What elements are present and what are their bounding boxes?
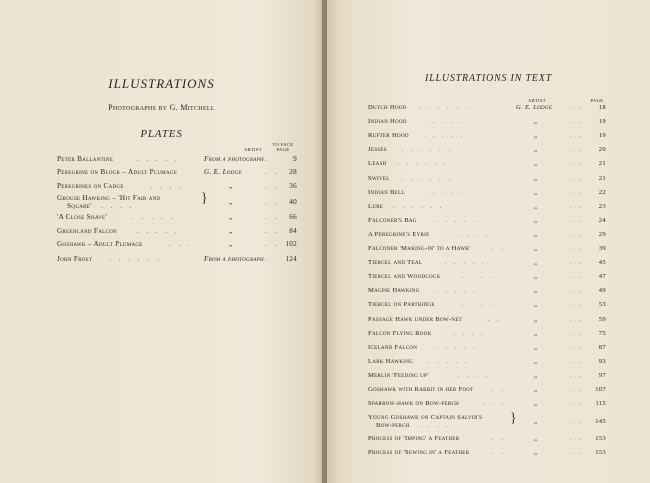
- illustration-page: 19: [598, 118, 606, 126]
- text-illustration-entry: [368, 271, 606, 283]
- plate-title: Goshawk – Adult Plumage: [57, 240, 143, 248]
- plate-page: 66: [289, 213, 297, 221]
- leader-dots: . .: [570, 160, 584, 168]
- leader-dots: . . . . .: [132, 213, 176, 221]
- illustration-artist: „: [534, 118, 538, 126]
- leader-dots: . .: [492, 245, 506, 252]
- illustration-artist: „: [534, 245, 538, 252]
- illustration-artist: „: [534, 146, 538, 154]
- leader-dots: . .: [570, 230, 584, 238]
- illustration-page: 20: [598, 146, 606, 154]
- leader-dots: . .: [265, 198, 280, 206]
- illustration-page: 24: [598, 216, 606, 224]
- illustration-page: 97: [598, 371, 606, 379]
- photographs-credit: Photographs by G. Mitchell: [108, 103, 215, 112]
- plate-artist: G. E. Lodge: [204, 168, 242, 176]
- illustration-title: Tiercel and Woodcock: [368, 273, 441, 281]
- leader-dots: . .: [570, 273, 584, 281]
- plate-entry: [57, 180, 297, 192]
- leader-dots: . . . .: [457, 230, 491, 238]
- text-illustration-entry: [368, 215, 606, 227]
- leader-dots: . .: [570, 287, 584, 295]
- plate-page: 84: [289, 227, 297, 235]
- leader-dots: . . . . .: [423, 118, 466, 126]
- illustration-artist: „: [534, 230, 538, 238]
- plates-page-header-1: TO FACE: [272, 142, 294, 147]
- illustration-artist: „: [534, 160, 538, 168]
- text-illustration-entry: [368, 102, 606, 114]
- leader-dots: . . . . .: [444, 259, 487, 267]
- leader-dots: . . . . . .: [419, 104, 471, 111]
- leader-dots: . . . . . .: [397, 160, 449, 168]
- leader-dots: . .: [570, 371, 584, 379]
- illustration-page: 49: [598, 287, 606, 295]
- leader-dots: . . . .: [453, 329, 486, 337]
- leader-dots: . .: [265, 182, 280, 190]
- illustration-artist: G. E. Lodge: [516, 104, 553, 111]
- illustration-title-continued: Bow-perch: [376, 422, 410, 430]
- text-illustration-entry: [368, 173, 606, 185]
- text-illustration-entry: [368, 433, 606, 445]
- illustration-artist: „: [534, 174, 538, 182]
- illustration-title: Sparrow-hawk on Bow-perch: [368, 400, 460, 408]
- leader-dots: . .: [570, 386, 584, 393]
- illustration-title: Leash: [368, 160, 387, 168]
- illustration-artist: „: [534, 386, 538, 393]
- text-illustration-entry: [368, 144, 606, 156]
- leader-dots: . .: [570, 418, 584, 426]
- text-illustration-entry: [368, 201, 606, 213]
- illustration-page: 23: [598, 202, 606, 210]
- leader-dots: . .: [570, 357, 584, 365]
- leader-dots: . .: [570, 104, 584, 111]
- illustration-title: Tiercel on Partridge: [368, 301, 435, 309]
- leader-dots: . . . .: [457, 371, 491, 379]
- plate-title-continued: Square': [67, 202, 92, 210]
- illustration-title: Falconer's Bag: [368, 216, 417, 224]
- illustration-page: 153: [595, 435, 606, 443]
- plates-artist-header: ARTIST: [244, 147, 262, 152]
- leader-dots: .: [265, 155, 270, 163]
- illustration-title: Goshawk with Rabbit in her Foot: [368, 386, 474, 393]
- plate-entry: [57, 153, 297, 165]
- leader-dots: . .: [570, 216, 584, 224]
- leader-dots: . . . .: [418, 422, 451, 430]
- illustration-title: Swivel: [368, 174, 390, 182]
- illustration-artist: „: [534, 273, 538, 281]
- text-illustration-entry: [368, 384, 606, 396]
- illustration-title: Jesses: [368, 146, 387, 154]
- plate-entry: [57, 211, 297, 223]
- text-illustration-entry: [368, 356, 606, 368]
- illustration-title: Merlin 'Feeding up': [368, 371, 429, 379]
- illustration-title: Rufter Hood: [368, 132, 409, 140]
- illustration-artist: „: [534, 315, 538, 323]
- text-illustration-entry: [368, 243, 606, 255]
- leader-dots: . .: [570, 245, 584, 252]
- illustration-page: 21: [598, 160, 606, 168]
- illustration-artist: „: [534, 216, 538, 224]
- text-illustration-entry: [368, 342, 606, 354]
- illustration-artist: „: [534, 202, 538, 210]
- leader-dots: . . .: [168, 240, 193, 248]
- illustration-title: Indian Bell: [368, 188, 405, 196]
- brace-mark: }: [510, 411, 518, 427]
- leader-dots: .: [265, 255, 270, 263]
- illustration-artist: „: [534, 357, 538, 365]
- leader-dots: . .: [570, 301, 584, 309]
- leader-dots: . . . . .: [136, 227, 180, 235]
- leader-dots: . . . .: [101, 202, 135, 210]
- illustration-artist: „: [534, 188, 538, 196]
- illustration-page: 153: [595, 449, 606, 457]
- plate-page: 102: [285, 240, 297, 248]
- text-illustration-entry: [368, 285, 606, 297]
- plate-artist: From a photograph: [204, 155, 264, 163]
- leader-dots: . . . .: [462, 301, 495, 309]
- plate-artist: „: [229, 213, 234, 221]
- text-illustration-entry: [368, 130, 606, 142]
- leader-dots: . .: [492, 386, 506, 393]
- leader-dots: . .: [487, 315, 502, 323]
- illustration-artist: „: [534, 132, 538, 140]
- illustration-artist: „: [534, 400, 538, 408]
- leader-dots: . .: [570, 329, 584, 337]
- leader-dots: . .: [570, 400, 584, 408]
- text-illustration-entry: [368, 411, 606, 430]
- illustration-title: A Peregrine's Eyrie: [368, 230, 430, 238]
- illustration-artist: „: [534, 343, 538, 351]
- illustrations-title: ILLUSTRATIONS: [108, 76, 215, 91]
- text-illustration-entry: [368, 187, 606, 199]
- illustration-title: Dutch Hood: [368, 104, 407, 111]
- illustration-page: 39: [598, 245, 606, 252]
- plate-page: 9: [293, 155, 297, 163]
- plate-title: 'A Close Shave': [57, 213, 108, 221]
- illustration-title: Tiercel and Teal: [368, 259, 423, 267]
- leader-dots: . . . . .: [423, 188, 466, 196]
- illustration-artist: „: [534, 418, 538, 426]
- illustration-title: Falcon Flying Rook: [368, 329, 432, 337]
- text-illustration-entry: [368, 370, 606, 382]
- leader-dots: . . . . .: [436, 287, 479, 295]
- illustration-title: Young Goshawk on Captain Salvin's: [368, 414, 483, 422]
- leader-dots: . . .: [483, 400, 507, 408]
- text-illustration-entry: [368, 314, 606, 326]
- illustration-page: 47: [598, 273, 606, 281]
- illustration-artist: „: [534, 301, 538, 309]
- leader-dots: . .: [570, 315, 584, 323]
- text-artist-header: ARTIST: [528, 98, 546, 103]
- plate-entry: [57, 253, 297, 265]
- illustration-page: 75: [598, 329, 606, 337]
- text-illustration-entry: [368, 398, 606, 410]
- text-illustration-entry: [368, 229, 606, 241]
- text-illustration-entry: [368, 299, 606, 311]
- text-illustration-entry: [368, 447, 606, 459]
- leader-dots: . .: [570, 118, 584, 126]
- plate-title: Peregrines on Cadge: [57, 182, 124, 190]
- illustration-artist: „: [534, 371, 538, 379]
- illustration-title: Magpie Hawking: [368, 287, 420, 295]
- leader-dots: . .: [492, 435, 506, 443]
- leader-dots: . . . . . .: [401, 146, 453, 154]
- plates-heading: PLATES: [140, 128, 183, 140]
- plate-artist: „: [229, 227, 234, 235]
- illustration-page: 29: [598, 230, 606, 238]
- illustration-artist: „: [534, 329, 538, 337]
- leader-dots: . .: [570, 435, 584, 443]
- illustration-title: Process of 'Sewing in' a Feather: [368, 449, 470, 457]
- illustration-page: 59: [598, 315, 606, 323]
- illustration-page: 145: [595, 418, 606, 426]
- leader-dots: . . . . .: [423, 132, 466, 140]
- plate-title: Grouse Hawking – 'Hit Fair and: [57, 194, 161, 202]
- illustration-page: 87: [598, 343, 606, 351]
- plate-title: Peter Ballantine: [57, 155, 114, 163]
- leader-dots: . .: [570, 343, 584, 351]
- plate-artist: „: [229, 240, 234, 248]
- leader-dots: . .: [570, 188, 584, 196]
- illustration-page: 107: [595, 386, 606, 393]
- plates-page-header-2: PAGE: [276, 147, 290, 152]
- illustration-page: 45: [598, 259, 606, 267]
- leader-dots: . .: [265, 168, 280, 176]
- illustration-title: Falconer 'Making-in' to a Hawk': [368, 245, 471, 252]
- text-illustration-entry: [368, 328, 606, 340]
- illustration-title: Process of 'Imping' a Feather: [368, 435, 460, 443]
- leader-dots: . . . . . .: [393, 202, 445, 210]
- leader-dots: . . . . .: [136, 155, 180, 163]
- leader-dots: . . . . . .: [109, 255, 162, 263]
- illustration-artist: „: [534, 435, 538, 443]
- illustrations-in-text-title: ILLUSTRATIONS IN TEXT: [424, 73, 552, 84]
- plate-entry: [57, 191, 297, 210]
- illustration-title: Passage Hawk under Bow-net: [368, 315, 463, 323]
- illustration-title: Iceland Falcon: [368, 343, 418, 351]
- illustration-page: 21: [598, 174, 606, 182]
- illustration-title: Lark Hawking: [368, 357, 414, 365]
- leader-dots: . .: [570, 174, 584, 182]
- leader-dots: . . . . . .: [401, 174, 453, 182]
- plate-artist: From a photograph: [204, 255, 264, 263]
- illustration-artist: „: [534, 449, 538, 457]
- illustration-title: Indian Hood: [368, 118, 407, 126]
- illustration-page: 19: [598, 132, 606, 140]
- leader-dots: . . . .: [150, 182, 184, 190]
- plate-title: Greenland Falcon: [57, 227, 117, 235]
- plate-entry: [57, 238, 297, 250]
- illustration-artist: „: [534, 259, 538, 267]
- leader-dots: . .: [570, 202, 584, 210]
- illustration-page: 93: [598, 357, 606, 365]
- plate-page: 40: [289, 198, 297, 206]
- brace-mark: }: [201, 191, 209, 206]
- leader-dots: . .: [570, 259, 584, 267]
- illustration-page: 53: [598, 301, 606, 309]
- leader-dots: . .: [492, 449, 506, 457]
- illustration-page: 22: [598, 188, 606, 196]
- plate-page: 124: [285, 255, 297, 263]
- leader-dots: . .: [265, 240, 280, 248]
- plate-artist: „: [229, 182, 234, 190]
- leader-dots: . .: [265, 227, 280, 235]
- plate-page: 28: [289, 168, 297, 176]
- leader-dots: . . . . .: [436, 216, 479, 224]
- illustration-artist: „: [534, 287, 538, 295]
- plate-entry: [57, 225, 297, 237]
- leader-dots: . . . . .: [427, 357, 470, 365]
- leader-dots: . .: [570, 146, 584, 154]
- plate-page: 36: [289, 182, 297, 190]
- illustration-title: Lure: [368, 202, 384, 210]
- plate-entry: [57, 166, 297, 178]
- text-illustration-entry: [368, 158, 606, 170]
- text-page-header: PAGE: [590, 98, 604, 103]
- text-illustration-entry: [368, 257, 606, 269]
- leader-dots: . .: [265, 213, 280, 221]
- plate-artist: „: [229, 198, 234, 206]
- plate-title: John Frost: [57, 255, 93, 263]
- text-illustration-entry: [368, 116, 606, 128]
- leader-dots: . .: [570, 132, 584, 140]
- leader-dots: . .: [570, 449, 584, 457]
- leader-dots: . . . . .: [436, 343, 479, 351]
- illustration-page: 18: [598, 104, 606, 111]
- plate-title: Peregrine on Block – Adult Plumage: [57, 168, 178, 176]
- leader-dots: . . . .: [462, 273, 495, 281]
- illustration-page: 115: [595, 400, 606, 408]
